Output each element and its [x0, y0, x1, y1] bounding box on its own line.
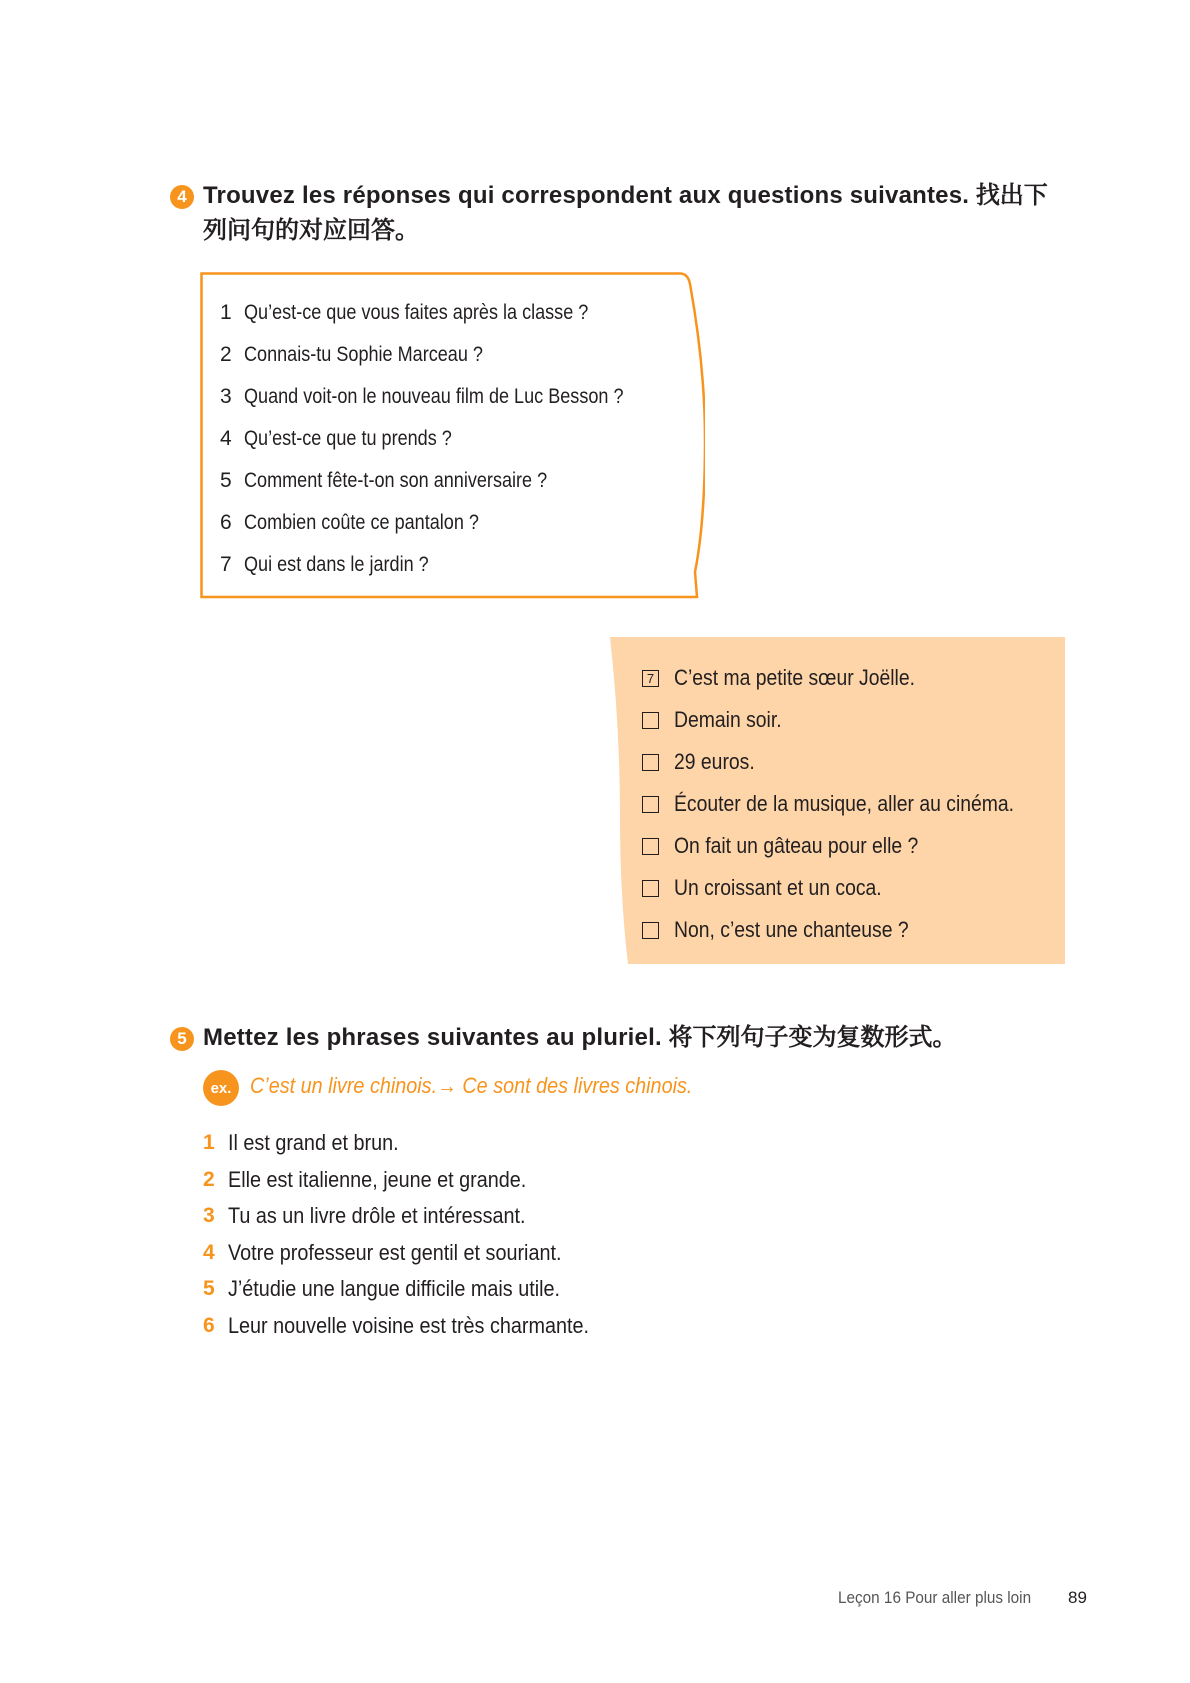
question-text: Qu’est-ce que vous faites après la classe ? [244, 301, 589, 324]
answer-text: 29 euros. [674, 749, 755, 774]
sentence-text: Votre professeur est gentil et souriant. [228, 1239, 562, 1265]
answers-box [610, 637, 1065, 964]
sentence-number: 4 [203, 1240, 215, 1264]
question-number: 2 [220, 343, 232, 366]
question-item [220, 292, 685, 334]
sentence-text: Tu as un livre drôle et intéressant. [228, 1203, 526, 1229]
question-text: Qu’est-ce que tu prends ? [244, 427, 452, 450]
sentence-text: Leur nouvelle voisine est très charmante. [228, 1312, 589, 1338]
question-number: 5 [220, 469, 232, 492]
sentence-number: 2 [203, 1167, 215, 1191]
sentence-item [203, 1271, 629, 1308]
question-item [220, 376, 685, 418]
exercise-4-heading-zh-1: 找出下 [975, 182, 1048, 209]
footer-lesson: Leçon 16 Pour aller plus loin [838, 1588, 1032, 1607]
answer-text: C’est ma petite sœur Joëlle. [674, 665, 916, 690]
answer-item [642, 783, 1060, 825]
question-item [220, 460, 685, 502]
question-text: Quand voit-on le nouveau film de Luc Besson ? [244, 385, 624, 408]
exercise-4-heading [203, 178, 1083, 248]
question-number: 1 [220, 301, 232, 324]
answer-checkbox[interactable] [642, 922, 659, 939]
question-text: Qui est dans le jardin ? [244, 553, 429, 576]
exercise-5-heading [203, 1020, 1103, 1055]
question-number: 3 [220, 385, 232, 408]
question-item [220, 502, 685, 544]
answer-checkbox[interactable] [642, 754, 659, 771]
sentence-number: 6 [203, 1313, 215, 1337]
answer-text: Demain soir. [674, 707, 782, 732]
answer-item [642, 657, 1060, 699]
exercise-4-number: 4 [170, 185, 194, 209]
sentence-text: Elle est italienne, jeune et grande. [228, 1166, 527, 1192]
answer-item [642, 867, 1060, 909]
questions-box [200, 272, 705, 602]
sentence-item [203, 1198, 629, 1235]
example-text: C’est un livre chinois.→ Ce sont des livres chinois. [250, 1073, 693, 1098]
answers-list [642, 657, 1060, 951]
sentence-item [203, 1162, 629, 1199]
answer-text: Écouter de la musique, aller au cinéma. [674, 791, 1015, 816]
answer-item [642, 909, 1060, 951]
question-text: Comment fête-t-on son anniversaire ? [244, 469, 548, 492]
question-item [220, 334, 685, 376]
sentence-text: Il est grand et brun. [228, 1130, 399, 1156]
answer-checkbox[interactable] [642, 712, 659, 729]
sentence-item [203, 1308, 629, 1345]
example-badge: ex. [203, 1070, 239, 1106]
question-number: 6 [220, 511, 232, 534]
sentence-text: J’étudie une langue difficile mais utile. [228, 1276, 561, 1302]
exercise-4-heading-fr: Trouvez les réponses qui correspondent aux questions suivantes. [203, 182, 970, 209]
answer-checkbox[interactable] [642, 796, 659, 813]
sentence-item [203, 1235, 629, 1272]
questions-list [220, 292, 685, 586]
question-item [220, 544, 685, 586]
exercise-5-heading-zh: 将下列句子变为复数形式。 [668, 1024, 957, 1051]
sentence-number: 5 [203, 1277, 215, 1301]
answer-text: On fait un gâteau pour elle ? [674, 833, 919, 858]
answer-checkbox[interactable] [642, 838, 659, 855]
question-item [220, 418, 685, 460]
answer-item [642, 741, 1060, 783]
sentences-list [203, 1125, 629, 1344]
answer-checkbox[interactable]: 7 [642, 670, 659, 687]
sentence-number: 3 [203, 1204, 215, 1228]
exercise-4-heading-zh-2: 列问句的对应回答。 [203, 217, 419, 244]
question-number: 7 [220, 553, 232, 576]
answer-text: Un croissant et un coca. [674, 875, 882, 900]
answer-item [642, 825, 1060, 867]
exercise-5-heading-fr: Mettez les phrases suivantes au pluriel. [203, 1024, 662, 1051]
answer-checkbox[interactable] [642, 880, 659, 897]
answer-item [642, 699, 1060, 741]
page-number: 89 [1068, 1588, 1087, 1607]
exercise-5-number: 5 [170, 1027, 194, 1051]
sentence-number: 1 [203, 1131, 215, 1155]
sentence-item [203, 1125, 629, 1162]
question-text: Combien coûte ce pantalon ? [244, 511, 479, 534]
answer-text: Non, c’est une chanteuse ? [674, 917, 909, 942]
question-number: 4 [220, 427, 232, 450]
page-footer [838, 1588, 1087, 1608]
question-text: Connais-tu Sophie Marceau ? [244, 343, 483, 366]
